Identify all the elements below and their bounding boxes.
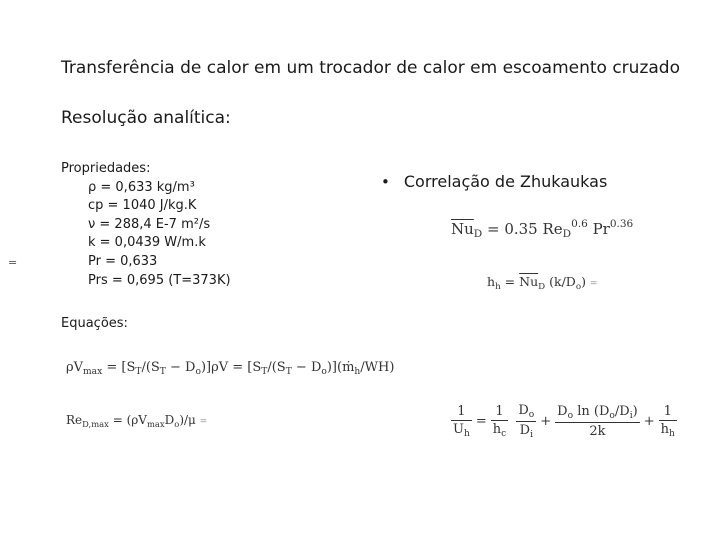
overall-coefficient-equation-image: $\frac{1}{U_h}$ = $\frac{1}{h_c}$ $\frac{D_o}{D_i}$ + $\frac{D_o \ln (D_o/D_i)}{2k}$ + $\frac{1}{h_h}$ (453, 403, 675, 440)
property-density: ρ = 0,633 kg/m³ (88, 179, 195, 195)
max-velocity-equation-image: $\rho V_{max} = [S_T/(S_T - D_o)]\rho V = [S_T/(S_T$ − $D_o)](ṁ_h/WH)$ (66, 360, 395, 377)
side-marker: = (8, 256, 18, 269)
property-specific-heat: cp = 1040 J/kg.K (88, 198, 197, 214)
heat-transfer-coefficient-equation-image: $h_h = \overline{Nu}_D$ $(k/D_o)$ = (487, 274, 598, 292)
slide-title: Transferência de calor em um trocador de calor em escoamento cruzado (61, 58, 680, 78)
properties-heading: Propriedades: (61, 161, 151, 176)
slide-subtitle: Resolução analítica: (61, 108, 231, 128)
reynolds-equation-image: $Re_{D,max} = (\rho V_{max}D_o)/\mu$ = (66, 413, 208, 429)
property-prandtl-surface: Prs = 0,695 (T=373K) (88, 272, 231, 288)
property-conductivity: k = 0,0439 W/m.k (88, 235, 206, 251)
correlation-label: Correlação de Zhukaukas (403, 172, 608, 191)
equations-label: Equações: (61, 316, 128, 331)
property-prandtl: Pr = 0,633 (88, 253, 158, 269)
property-kinematic-viscosity: ν = 288,4 E-7 m²/s (88, 216, 211, 232)
zhukauskas-equation-image: $\overline{Nu}_D = 0.35$ $Re_D^{0.6}$ $Pr^{0.36}$ (451, 218, 634, 240)
properties-block (61, 160, 231, 290)
correlation-item (381, 172, 607, 191)
bullet-icon: • (381, 173, 390, 191)
